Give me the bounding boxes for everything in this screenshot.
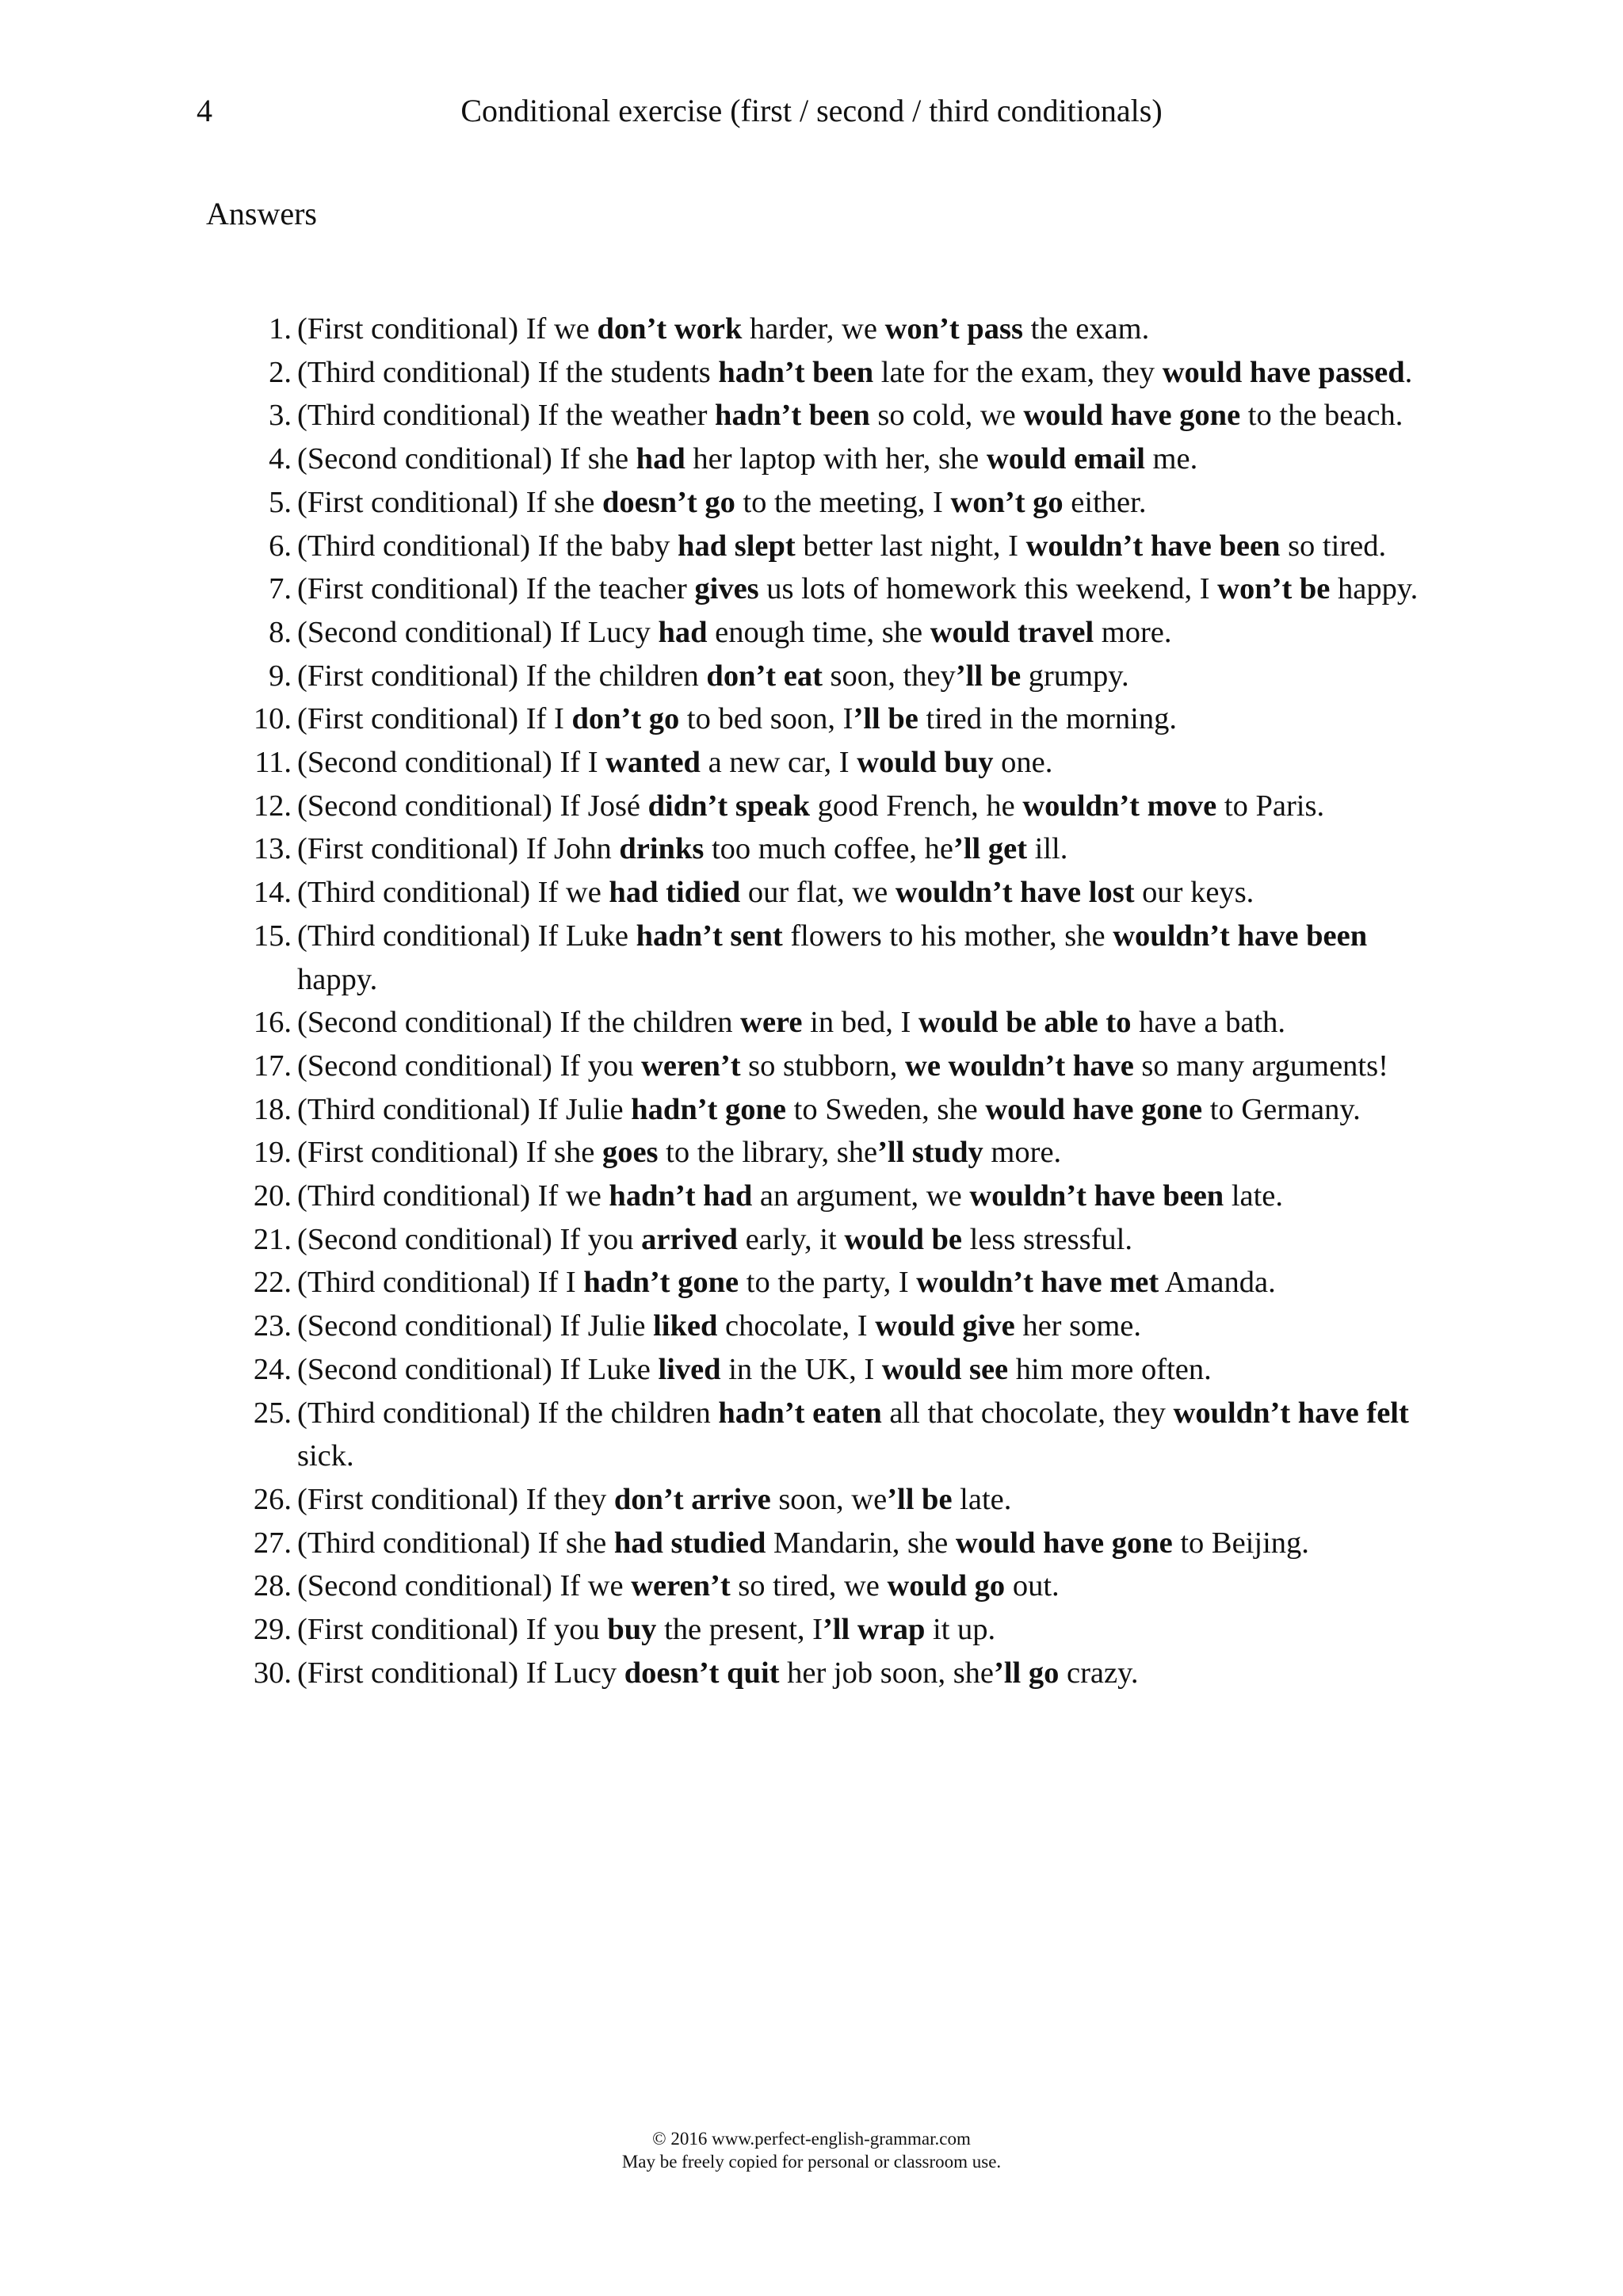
answer-text-run: out. [1005, 1569, 1060, 1603]
answer-verb-bold: ’ll get [953, 832, 1028, 866]
answer-verb-bold: would buy [857, 746, 994, 780]
answer-text-run: have a bath. [1131, 1006, 1286, 1040]
answer-text [297, 1136, 1061, 1169]
answer-text [297, 572, 1418, 606]
answer-number: 18. [253, 1092, 292, 1126]
answer-text-run: Mandarin, she [766, 1526, 956, 1560]
answer-text [297, 1093, 1361, 1126]
answer-text-run: (Second conditional) If Julie [297, 1309, 654, 1343]
answer-verb-bold: wouldn’t have felt [1173, 1396, 1409, 1430]
answer-verb-bold: won’t pass [884, 312, 1023, 346]
answer-text-run: early, it [737, 1222, 845, 1256]
answer-number: 16. [253, 1006, 292, 1040]
answer-text [297, 399, 1403, 432]
answer-text-run: (Second conditional) If we [297, 1569, 632, 1603]
answer-text-run: a new car, I [700, 746, 857, 780]
answer-text-run: . [1404, 355, 1413, 389]
answer-text-run: too much coffee, he [704, 832, 954, 866]
answer-text-run: late for the exam, they [873, 355, 1163, 389]
answer-text-run: (Second conditional) If you [297, 1049, 642, 1083]
answer-text [297, 702, 1177, 735]
answer-text-run: in the UK, I [720, 1352, 882, 1386]
copyright-notice: © 2016 www.perfect-english-grammar.com [652, 2129, 971, 2149]
document-title: Conditional exercise (first / second / third conditionals) [460, 93, 1163, 128]
answer-item [238, 655, 1426, 698]
answer-item [238, 611, 1426, 655]
answer-item [238, 1261, 1426, 1305]
answer-text-run: her some. [1014, 1309, 1141, 1343]
answer-text [297, 789, 1324, 823]
answer-number: 4. [269, 442, 292, 476]
answer-text-run: better last night, I [795, 529, 1026, 563]
answer-item [238, 741, 1426, 785]
answer-verb-bold: doesn’t quit [624, 1656, 780, 1690]
answer-text-run: grumpy. [1021, 659, 1129, 693]
answer-text [297, 616, 1172, 649]
answer-text-run: soon, they [822, 659, 956, 693]
answer-text-run: sick. [297, 1439, 354, 1473]
answer-verb-bold: had slept [678, 529, 796, 563]
answer-number: 3. [269, 399, 292, 433]
answer-verb-bold: were [740, 1006, 803, 1040]
answer-verb-bold: hadn’t eaten [718, 1396, 882, 1430]
answer-item [238, 1088, 1426, 1132]
answer-verb-bold: ’ll be [853, 702, 918, 736]
answer-verb-bold: arrived [641, 1222, 738, 1256]
answer-text-run: (Second conditional) If I [297, 746, 606, 780]
answer-text-run: to the party, I [739, 1266, 917, 1300]
answer-text-run: flowers to his mother, she [782, 919, 1113, 953]
answer-verb-bold: hadn’t been [718, 355, 874, 389]
answer-text-run: so many arguments! [1133, 1049, 1388, 1083]
answer-text-run: (First conditional) If John [297, 832, 620, 866]
answer-text-run: one. [993, 746, 1053, 780]
answer-text-run: soon, we [770, 1482, 888, 1516]
answer-text-run: (First conditional) If we [297, 312, 598, 346]
answer-text-run: to Germany. [1202, 1092, 1361, 1126]
answer-text-run: so tired, we [730, 1569, 888, 1603]
answer-number: 7. [269, 572, 292, 606]
answer-number: 2. [269, 355, 292, 389]
answer-text-run: chocolate, I [717, 1309, 876, 1343]
answer-verb-bold: wouldn’t have been [969, 1179, 1224, 1213]
answer-text-run: to Beijing. [1172, 1526, 1309, 1560]
answer-verb-bold: gives [694, 572, 759, 606]
answer-text-run: our flat, we [740, 876, 896, 910]
answer-number: 29. [253, 1613, 292, 1647]
answer-text-run: enough time, she [707, 615, 930, 649]
answer-item [238, 785, 1426, 828]
answer-text-run: (First conditional) If she [297, 1136, 602, 1170]
answer-verb-bold: had [658, 615, 708, 649]
answer-text-run: so cold, we [869, 399, 1024, 433]
answer-text [297, 529, 1386, 563]
answer-verb-bold: would go [887, 1569, 1006, 1603]
answer-verb-bold: ’ll wrap [822, 1613, 926, 1647]
answer-number: 13. [253, 832, 292, 866]
answer-text-run: (Second conditional) If you [297, 1222, 642, 1256]
answer-text-run: (Second conditional) If Lucy [297, 615, 659, 649]
answer-item [238, 394, 1426, 437]
answer-text-run: harder, we [742, 312, 885, 346]
answer-item [238, 567, 1426, 611]
answer-text-run: (Second conditional) If she [297, 442, 636, 476]
answer-number: 25. [253, 1396, 292, 1430]
answer-item [238, 915, 1426, 1001]
answer-verb-bold: wouldn’t have been [1025, 529, 1281, 563]
answer-number: 22. [253, 1266, 292, 1300]
answer-number: 14. [253, 876, 292, 910]
answer-number: 23. [253, 1309, 292, 1343]
answer-number: 28. [253, 1569, 292, 1603]
answer-number: 24. [253, 1352, 292, 1386]
answer-text-run: (First conditional) If Lucy [297, 1656, 624, 1690]
answer-verb-bold: don’t work [597, 312, 743, 346]
answer-item [238, 1652, 1426, 1695]
answer-text-run: it up. [925, 1613, 996, 1647]
answer-text-run: in bed, I [802, 1006, 918, 1040]
answer-text [297, 1526, 1309, 1560]
answer-text-run: late. [952, 1482, 1012, 1516]
answer-item [238, 308, 1426, 351]
answer-verb-bold: won’t be [1217, 572, 1331, 606]
answer-number: 10. [253, 702, 292, 736]
answer-verb-bold: wouldn’t move [1022, 789, 1217, 823]
answer-text [297, 746, 1052, 779]
answer-text-run: happy. [1330, 572, 1419, 606]
answer-verb-bold: would travel [930, 615, 1094, 649]
answer-text-run: so tired. [1280, 529, 1387, 563]
answer-item [238, 437, 1426, 481]
answer-text-run: (Third conditional) If the weather [297, 399, 716, 433]
page-number: 4 [197, 93, 212, 128]
answer-text-run: ill. [1027, 832, 1068, 866]
answer-text-run: happy. [297, 962, 378, 996]
answer-verb-bold: doesn’t go [601, 485, 735, 519]
answer-text-run: so stubborn, [740, 1049, 906, 1083]
answer-number: 21. [253, 1222, 292, 1256]
answer-item [238, 1001, 1426, 1045]
answer-text [297, 919, 1367, 996]
answer-text-run: (Third conditional) If Julie [297, 1092, 632, 1126]
answer-text-run: an argument, we [752, 1179, 970, 1213]
license-notice: May be freely copied for personal or classroom use. [621, 2152, 1002, 2172]
answer-text-run: good French, he [809, 789, 1023, 823]
answer-text-run: (First conditional) If they [297, 1482, 614, 1516]
answer-number: 9. [269, 659, 292, 693]
answer-text-run: (First conditional) If you [297, 1613, 608, 1647]
answer-number: 5. [269, 485, 292, 519]
answer-number: 11. [254, 746, 292, 780]
answer-text [297, 1613, 995, 1646]
answer-item [238, 1305, 1426, 1348]
answers-list [238, 308, 1426, 1695]
answer-verb-bold: would have gone [1023, 399, 1241, 433]
answer-text [297, 1569, 1060, 1603]
answer-text [297, 659, 1129, 693]
answer-verb-bold: would have passed [1162, 355, 1405, 389]
answer-item [238, 1175, 1426, 1218]
answer-text [297, 1049, 1388, 1083]
answer-text-run: (First conditional) If she [297, 485, 602, 519]
answer-verb-bold: would be able to [918, 1006, 1132, 1040]
answer-text-run: to Paris. [1216, 789, 1325, 823]
answer-verb-bold: hadn’t gone [631, 1092, 787, 1126]
answer-verb-bold: wouldn’t have lost [895, 876, 1135, 910]
answer-text-run: (Third conditional) If we [297, 1179, 609, 1213]
answer-item [238, 697, 1426, 741]
answer-verb-bold: wouldn’t have met [916, 1266, 1159, 1300]
answer-text-run: (Third conditional) If the children [297, 1396, 719, 1430]
answer-verb-bold: won’t go [950, 485, 1064, 519]
answer-text-run: (Third conditional) If Luke [297, 919, 636, 953]
answer-verb-bold: goes [601, 1136, 659, 1170]
answer-text-run: tired in the morning. [918, 702, 1177, 736]
answer-verb-bold: had tidied [609, 876, 741, 910]
answer-number: 15. [253, 919, 292, 953]
answer-text-run: either. [1063, 485, 1147, 519]
answer-text-run: late. [1224, 1179, 1284, 1213]
answer-number: 30. [253, 1656, 292, 1690]
answer-item [238, 351, 1426, 395]
answer-text-run: (Third conditional) If the baby [297, 529, 678, 563]
answer-text [297, 1309, 1141, 1343]
answer-text [297, 876, 1254, 909]
answer-verb-bold: would have gone [955, 1526, 1173, 1560]
footer [0, 2127, 1623, 2173]
answer-text-run: crazy. [1059, 1656, 1139, 1690]
answer-item [238, 1348, 1426, 1392]
answer-verb-bold: wouldn’t have been [1113, 919, 1368, 953]
answer-item [238, 871, 1426, 915]
answer-item [238, 1392, 1426, 1478]
answer-text-run: to the meeting, I [735, 485, 951, 519]
answers-heading: Answers [206, 196, 317, 231]
answer-text [297, 1266, 1276, 1299]
answer-text-run: to Sweden, she [786, 1092, 986, 1126]
answer-text-run: (First conditional) If the teacher [297, 572, 695, 606]
answer-text-run: to the library, she [658, 1136, 878, 1170]
answer-verb-bold: would have gone [985, 1092, 1203, 1126]
answer-text-run: (First conditional) If I [297, 702, 572, 736]
answer-verb-bold: had studied [613, 1526, 766, 1560]
answer-verb-bold: don’t eat [706, 659, 823, 693]
answer-verb-bold: don’t go [571, 702, 680, 736]
answer-text-run: all that chocolate, they [881, 1396, 1174, 1430]
answer-verb-bold: liked [653, 1309, 718, 1343]
answer-verb-bold: ’ll be [887, 1482, 953, 1516]
answer-text-run: (Third conditional) If I [297, 1266, 584, 1300]
answer-number: 20. [253, 1179, 292, 1213]
answer-verb-bold: would email [986, 442, 1145, 476]
answer-number: 19. [253, 1136, 292, 1170]
answer-verb-bold: we wouldn’t have [905, 1049, 1134, 1083]
answer-text [297, 1656, 1138, 1690]
answer-item [238, 481, 1426, 525]
answer-verb-bold: didn’t speak [647, 789, 810, 823]
answer-text-run: (Third conditional) If the students [297, 355, 719, 389]
answer-text-run: (Third conditional) If she [297, 1526, 614, 1560]
answer-text-run: her laptop with her, she [685, 442, 987, 476]
answer-text [297, 1179, 1283, 1213]
answer-verb-bold: had [636, 442, 685, 476]
answer-item [238, 1478, 1426, 1522]
answer-verb-bold: hadn’t gone [583, 1266, 739, 1300]
answer-text [297, 312, 1149, 346]
answer-verb-bold: would see [881, 1352, 1009, 1386]
answer-item [238, 1564, 1426, 1608]
answer-text [297, 832, 1067, 865]
answer-text-run: less stressful. [962, 1222, 1132, 1256]
answer-verb-bold: wanted [605, 746, 701, 780]
answer-item [238, 1608, 1426, 1652]
answer-text [297, 486, 1146, 519]
answer-number: 1. [269, 312, 292, 346]
answer-text-run: me. [1144, 442, 1198, 476]
answer-verb-bold: hadn’t sent [636, 919, 783, 953]
answer-text-run: the exam. [1022, 312, 1150, 346]
answer-verb-bold: lived [658, 1352, 721, 1386]
answer-text [297, 1353, 1212, 1386]
answer-text [297, 1223, 1132, 1256]
answer-verb-bold: would give [875, 1309, 1015, 1343]
answer-verb-bold: hadn’t been [715, 399, 870, 433]
answer-text-run: him more often. [1008, 1352, 1212, 1386]
answer-verb-bold: would be [844, 1222, 963, 1256]
answer-item [238, 1131, 1426, 1175]
answer-text [297, 1396, 1409, 1473]
answer-item [238, 1218, 1426, 1262]
answer-verb-bold: ’ll go [994, 1656, 1060, 1690]
answer-verb-bold: buy [607, 1613, 657, 1647]
answer-item [238, 525, 1426, 568]
answer-text-run: more. [1094, 615, 1172, 649]
answer-text-run: (Second conditional) If Luke [297, 1352, 659, 1386]
answer-number: 8. [269, 615, 292, 649]
answer-text [297, 356, 1412, 389]
answer-item [238, 1045, 1426, 1088]
answer-text-run: (Second conditional) If José [297, 789, 648, 823]
answer-verb-bold: drinks [619, 832, 705, 866]
answer-number: 6. [269, 529, 292, 563]
answer-text-run: the present, I [656, 1613, 823, 1647]
answer-text-run: our keys. [1134, 876, 1254, 910]
answer-verb-bold: weren’t [641, 1049, 741, 1083]
answer-text [297, 1483, 1011, 1516]
answer-verb-bold: ’ll study [877, 1136, 983, 1170]
answer-number: 12. [253, 789, 292, 823]
answer-verb-bold: don’t arrive [613, 1482, 771, 1516]
answer-verb-bold: hadn’t had [609, 1179, 753, 1213]
answer-text-run: to bed soon, I [679, 702, 854, 736]
answer-text [297, 442, 1197, 476]
answer-text-run: her job soon, she [779, 1656, 995, 1690]
answer-text-run: (Third conditional) If we [297, 876, 609, 910]
answer-text [297, 1006, 1285, 1039]
answer-number: 27. [253, 1526, 292, 1560]
answer-verb-bold: ’ll be [955, 659, 1022, 693]
answer-number: 17. [253, 1049, 292, 1083]
answer-text-run: (Second conditional) If the children [297, 1006, 741, 1040]
answer-text-run: Amanda. [1159, 1266, 1276, 1300]
answer-item [238, 1522, 1426, 1565]
answer-text-run: us lots of homework this weekend, I [758, 572, 1218, 606]
answer-text-run: more. [983, 1136, 1062, 1170]
answer-item [238, 827, 1426, 871]
answer-text-run: to the beach. [1240, 399, 1403, 433]
answer-number: 26. [253, 1482, 292, 1516]
answer-text-run: (First conditional) If the children [297, 659, 707, 693]
answer-verb-bold: weren’t [631, 1569, 731, 1603]
